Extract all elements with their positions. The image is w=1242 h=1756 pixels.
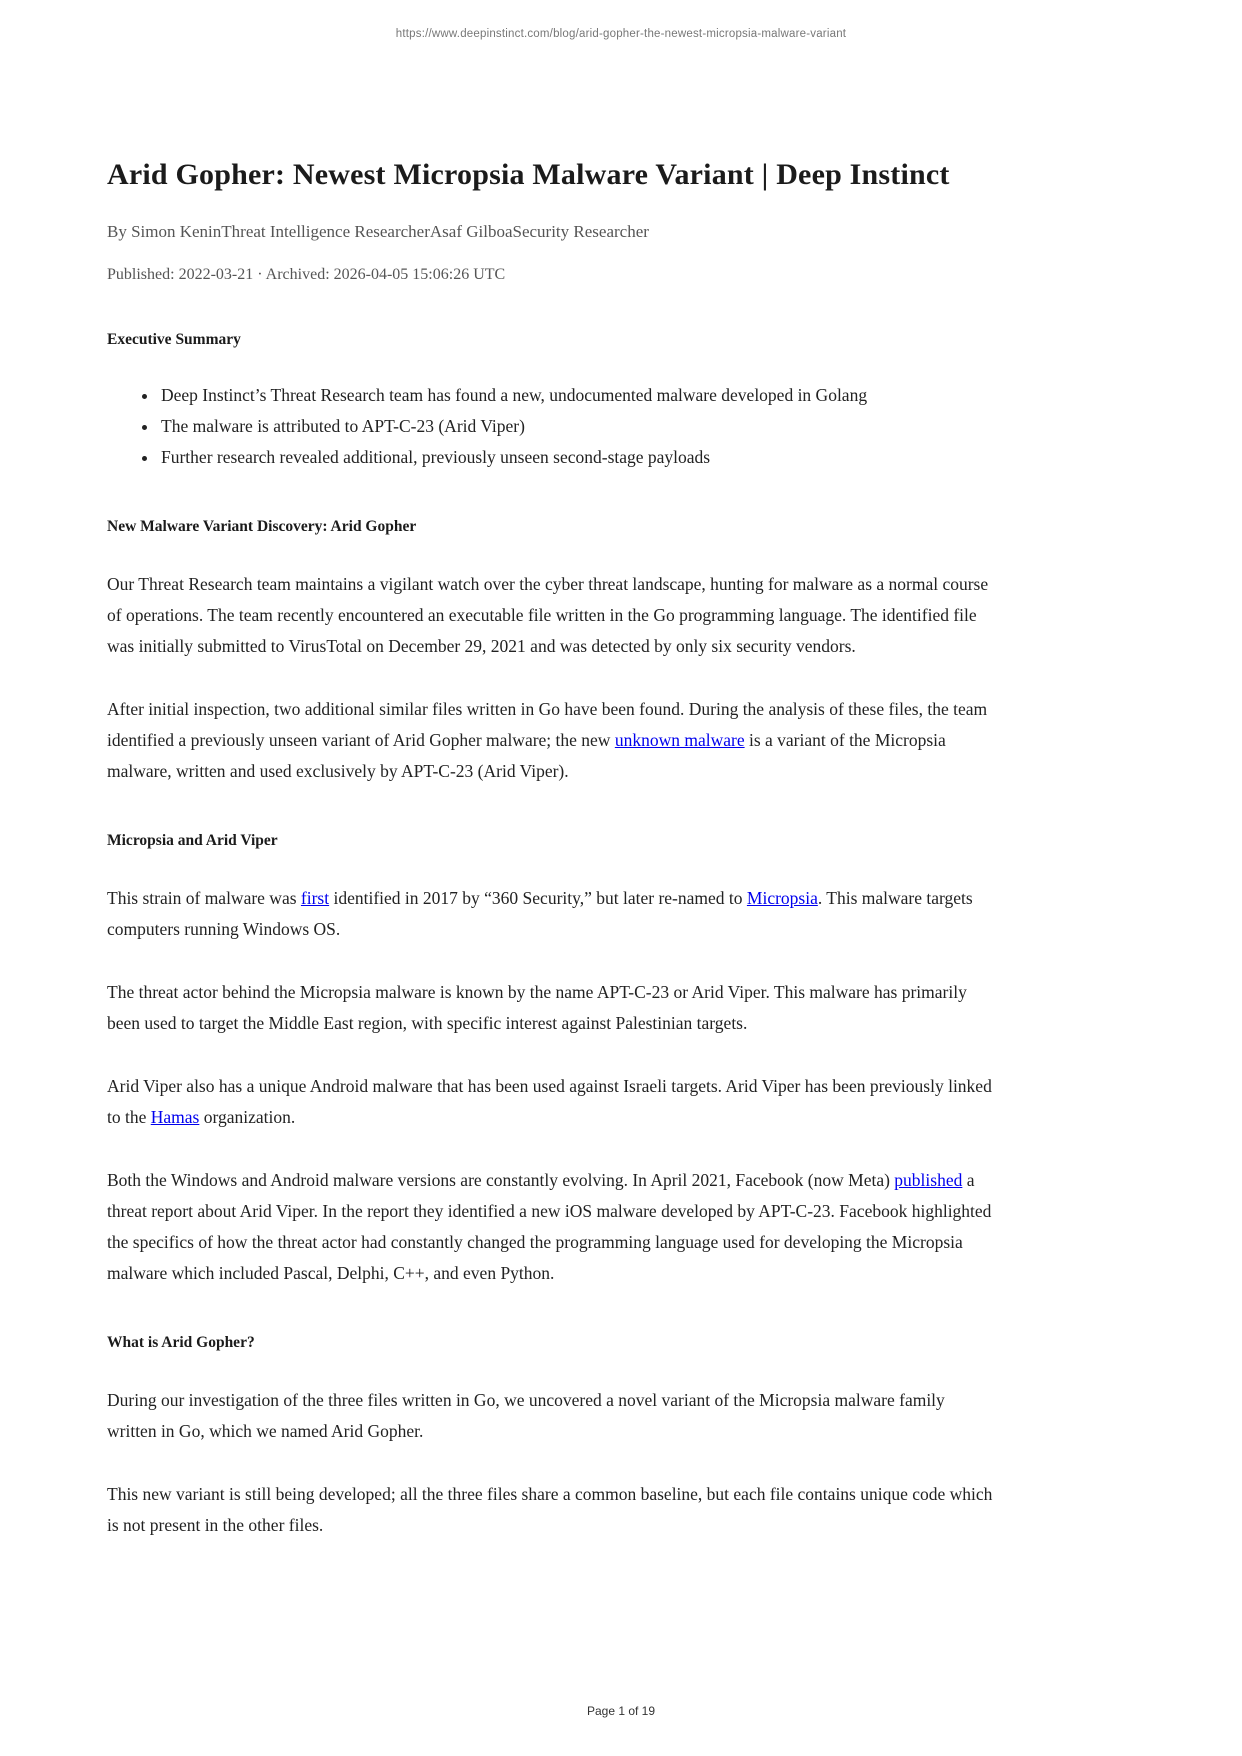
article-body (107, 330, 997, 1541)
inline-link[interactable]: unknown malware (614, 730, 745, 750)
list-item: • The malware is attributed to APT-C-23 (Arid Viper) (159, 411, 997, 442)
paragraph: Arid Viper also has a unique Android malware that has been used against Israeli targets. Arid Viper has been previously linked to the Hamas organization. (107, 1076, 992, 1127)
summary-bullet-list (107, 380, 997, 473)
paragraph: This strain of malware was first identified in 2017 by “360 Security,” but later re-named to Micropsia. This malware targets computers running Windows OS. (107, 888, 973, 939)
section-heading: Executive Summary (107, 331, 241, 348)
section-heading: Micropsia and Arid Viper (107, 832, 278, 849)
list-item: • Further research revealed additional, previously unseen second-stage payloads (159, 442, 997, 473)
list-item: • Deep Instinct’s Threat Research team has found a new, undocumented malware developed in Golang (159, 380, 997, 411)
section-heading: New Malware Variant Discovery: Arid Gopher (107, 518, 417, 535)
page-title: Arid Gopher: Newest Micropsia Malware Variant | Deep Instinct (107, 158, 950, 191)
archive-url-header: https://www.deepinstinct.com/blog/arid-gopher-the-newest-micropsia-malware-variant (395, 28, 847, 40)
inline-link[interactable]: Micropsia (746, 888, 818, 908)
inline-link[interactable]: published (894, 1170, 963, 1190)
inline-link[interactable]: Hamas (150, 1107, 200, 1127)
paragraph: After initial inspection, two additional similar files written in Go have been found. During the analysis of these files, the team identified a previously unseen variant of Arid Gopher malware; the new unknown malware is a variant of the Micropsia malware, written and used exclusively by APT-C-23 (Arid Viper). (107, 699, 988, 781)
paragraph: The threat actor behind the Micropsia malware is known by the name APT-C-23 or Arid Viper. This malware has primarily been used to target the Middle East region, with specific interest against Palestinian targets. (107, 982, 967, 1033)
article (107, 156, 997, 1541)
paragraph: Our Threat Research team maintains a vigilant watch over the cyber threat landscape, hunting for malware as a normal course of operations. The team recently encountered an executable file written in the Go programming language. The identified file was initially submitted to VirusTotal on December 29, 2021 and was detected by only six security vendors. (107, 574, 989, 656)
article-byline: By Simon KeninThreat Intelligence ResearcherAsaf GilboaSecurity Researcher (107, 222, 649, 241)
inline-link[interactable]: first (300, 888, 330, 908)
paragraph: During our investigation of the three files written in Go, we uncovered a novel variant of the Micropsia malware family written in Go, which we named Arid Gopher. (107, 1390, 945, 1441)
section-heading: What is Arid Gopher? (107, 1334, 255, 1351)
paragraph: Both the Windows and Android malware versions are constantly evolving. In April 2021, Facebook (now Meta) published a threat report about Arid Viper. In the report they identified a new iOS malware developed by APT-C-23. Facebook highlighted the specifics of how the threat actor had constantly changed the programming language used for developing the Micropsia malware which included Pascal, Delphi, C++, and even Python. (107, 1170, 992, 1283)
paragraph: This new variant is still being developed; all the three files share a common baseline, but each file contains unique code which is not present in the other files. (107, 1484, 993, 1535)
article-meta-dates: Published: 2022-03-21 · Archived: 2026-04-05 15:06:26 UTC (107, 266, 506, 283)
page-number-footer: Page 1 of 19 (586, 1704, 656, 1718)
